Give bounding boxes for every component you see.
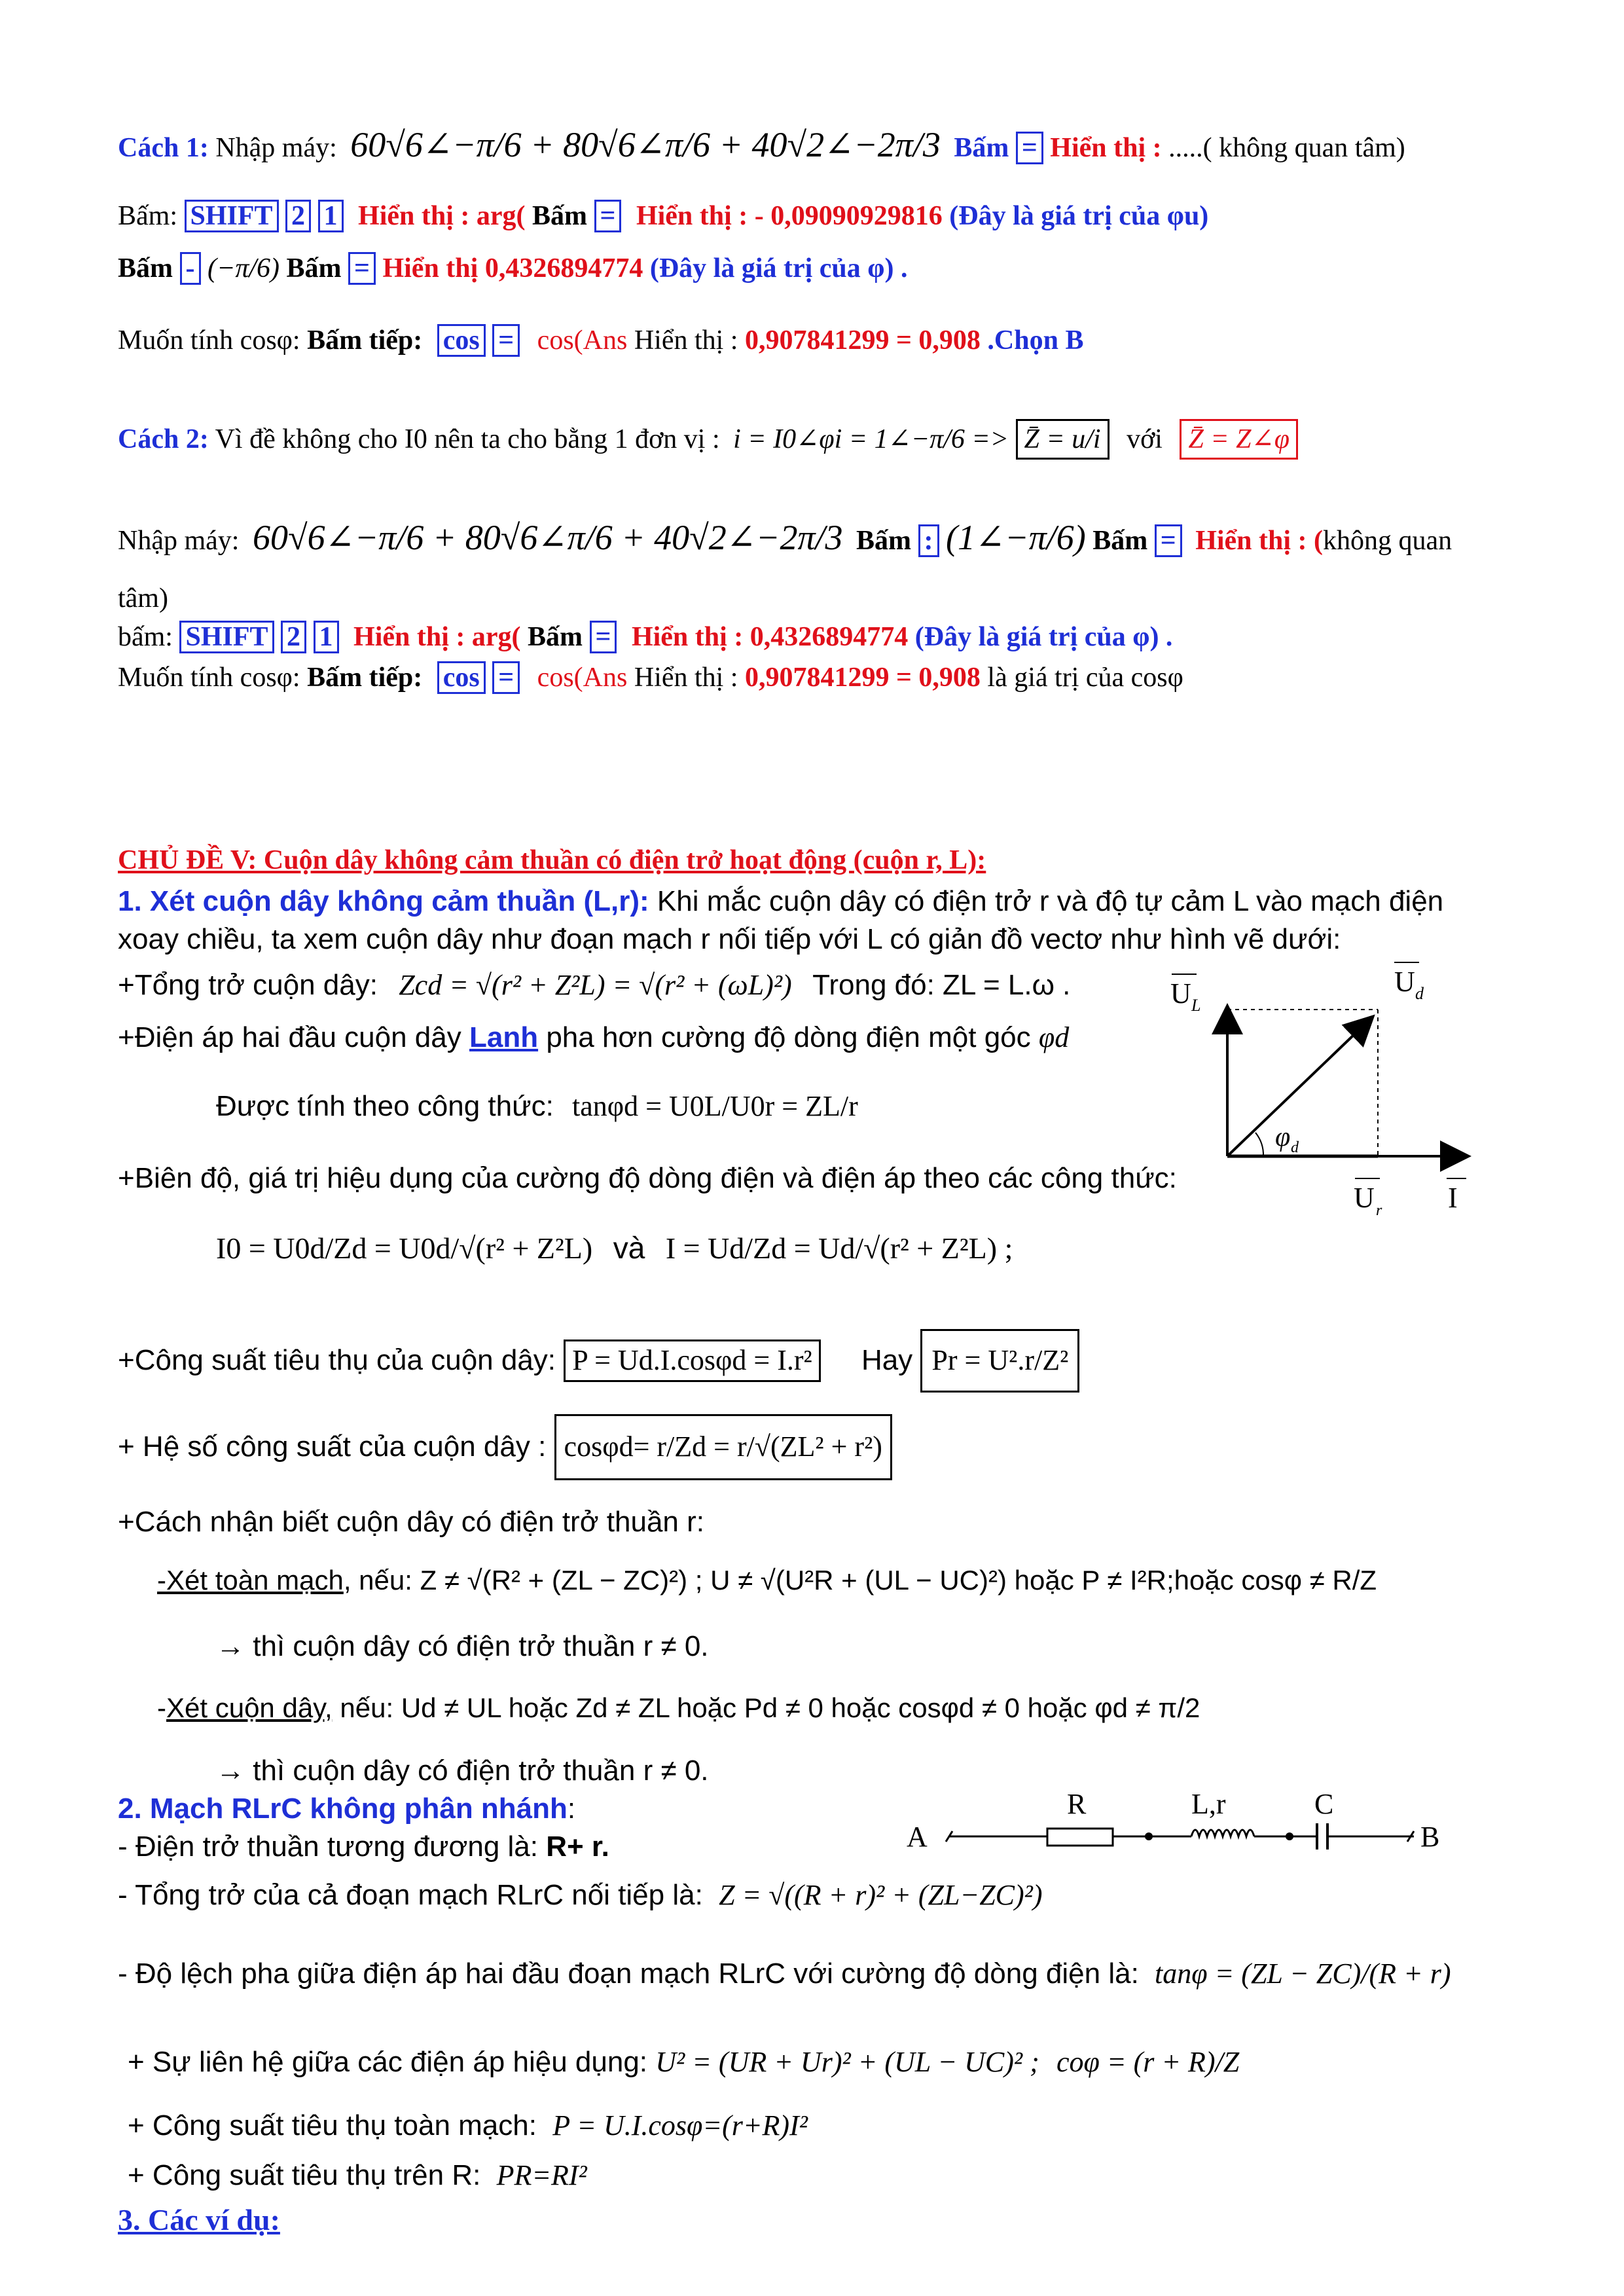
s1-text: Khi mắc cuộn dây có điện trở r và độ tự cảm L vào mạch điện: [657, 885, 1444, 917]
duoctinh-line: [216, 1090, 858, 1123]
cach2-line3: [118, 621, 1172, 653]
s2-l1-line: [118, 1831, 609, 1864]
cach2-tail: không quan: [1323, 526, 1453, 556]
key-1[interactable]: 1: [314, 621, 339, 653]
cos-key[interactable]: cos: [437, 324, 486, 357]
i-label: I: [1448, 1182, 1458, 1214]
cach1-l2-bam2: Bấm: [532, 201, 588, 231]
cach2-formula: i = I0∠φi = 1∠−π/6 =>: [733, 424, 1009, 454]
junction-2: [1286, 1832, 1293, 1840]
s2-l3f: tanφ = (ZL − ZC)/(R + r): [1155, 1958, 1451, 1990]
circuit-diagram: [890, 1784, 1479, 1863]
s2-l4g: coφ = (r + R)/Z: [1056, 2046, 1240, 2078]
equals-key[interactable]: =: [492, 324, 520, 357]
inductor-label: L,r: [1191, 1788, 1226, 1820]
s2-title-line: [118, 1793, 575, 1826]
tongtro-label: +Tổng trở cuộn dây:: [118, 969, 378, 1001]
capacitor-label: C: [1314, 1788, 1334, 1820]
cach2-label: Cách 2:: [118, 424, 209, 454]
inductor: [1191, 1830, 1254, 1836]
ul-label: U: [1170, 977, 1191, 1010]
cach1-line3: [118, 252, 907, 285]
cach2-l4-b: Bấm tiếp:: [307, 663, 423, 693]
resistor: [1047, 1829, 1113, 1846]
equals-key[interactable]: =: [348, 252, 376, 285]
equals-key[interactable]: =: [1155, 524, 1182, 557]
s2-l2: - Tổng trở của cả đoạn mạch RLrC nối tiếp là:: [118, 1879, 703, 1911]
nhanbiet: +Cách nhận biết cuộn dây có điện trở thuần r:: [118, 1506, 704, 1538]
phi-sub: d: [1291, 1139, 1299, 1156]
equals-key[interactable]: =: [1016, 132, 1043, 164]
io-line: [216, 1231, 1013, 1266]
cach2-line1: [118, 419, 1298, 460]
congsuat-line: [118, 1329, 1079, 1393]
s2-l1: - Điện trở thuần tương đương là:: [118, 1831, 538, 1863]
s2-l4f: U² = (UR + Ur)² + (UL − UC)² ;: [655, 2046, 1039, 2078]
phid: φd: [1038, 1021, 1070, 1053]
cach1-l2-hienthi: Hiển thị : arg(: [358, 201, 526, 231]
equals-key[interactable]: =: [594, 200, 622, 232]
arrow2: → thì cuộn dây có điện trở thuần r ≠ 0.: [216, 1755, 709, 1787]
equals-key[interactable]: =: [492, 661, 520, 694]
cach2-tail2-line: [118, 583, 168, 614]
cach1-l3-bam: Bấm: [118, 253, 173, 283]
cach1-expr: 60√6∠−π/6 + 80√6∠π/6 + 40√2∠−2π/3: [350, 125, 941, 164]
xet1-line: [157, 1565, 1377, 1596]
shift-key[interactable]: SHIFT: [185, 200, 279, 232]
cach2-voi: với: [1127, 424, 1163, 454]
chude-title: CHỦ ĐỀ V: Cuộn dây không cảm thuần có điện trở hoạt động (cuộn r, L):: [118, 845, 986, 875]
ud-sub: d: [1415, 984, 1424, 1003]
phi-arc: [1255, 1133, 1263, 1156]
cach2-expr: 60√6∠−π/6 + 80√6∠π/6 + 40√2∠−2π/3: [252, 518, 843, 557]
vector-diagram: [1165, 956, 1532, 1244]
cach2-l3-bam: bấm:: [118, 622, 173, 652]
junction-1: [1145, 1832, 1153, 1840]
heso-label: + Hệ số công suất của cuộn dây :: [118, 1430, 547, 1463]
tongtro-line: [118, 969, 1070, 1002]
cach1-l4-f: .Chọn B: [987, 325, 1084, 355]
s2-l6f: PR=RI²: [496, 2159, 587, 2191]
cach1-l4-e: 0,907841299 = 0,908: [744, 325, 981, 355]
xet2-a: -: [157, 1692, 166, 1723]
heso-box: cosφd= r/Zd = r/√(ZL² + r²): [554, 1414, 892, 1480]
s2-title: 2. Mạch RLrC không phân nhánh: [118, 1793, 568, 1825]
divide-key[interactable]: :: [918, 524, 939, 557]
trongdo: Trong đó: ZL = L.ω .: [812, 969, 1071, 1001]
cach1-l3-note: (Đây là giá trị của φ) .: [649, 253, 908, 283]
cach2-div: (1∠−π/6): [946, 518, 1086, 557]
s2-l1b: R+ r.: [546, 1831, 609, 1863]
equals-key[interactable]: =: [590, 621, 617, 653]
congsuat-box: P = Ud.I.cosφd = I.r²: [564, 1339, 820, 1382]
resistor-label: R: [1067, 1788, 1087, 1820]
s3-title: 3. Các ví dụ:: [118, 2203, 280, 2236]
heso-line: [118, 1414, 892, 1480]
minus-key[interactable]: -: [180, 252, 201, 285]
s2-l3: - Độ lệch pha giữa điện áp hai đầu đoạn mạch RLrC với cường độ dòng điện là:: [118, 1958, 1139, 1990]
cach1-l3-result: Hiển thị 0,4326894774: [382, 253, 643, 283]
cach2-bam1: Bấm: [856, 526, 912, 556]
s2-l5f: P = U.I.cosφ=(r+R)I²: [552, 2109, 808, 2141]
s2-l4: + Sự liên hệ giữa các điện áp hiệu dụng:: [128, 2046, 648, 2078]
tongtro-formula: Zcd = √(r² + Z²L) = √(r² + (ωL)²): [399, 969, 792, 1001]
biendo: +Biên độ, giá trị hiệu dụng của cường độ dòng điện và điện áp theo các công thức:: [118, 1162, 1177, 1194]
cach1-l2-bam: Bấm:: [118, 201, 177, 231]
cach1-l4-c: cos(Ans: [537, 325, 628, 355]
cach2-text: Vì đề không cho I0 nên ta cho bằng 1 đơn vị :: [215, 424, 720, 454]
cach2-l3-hienthi: Hiển thị : arg(: [353, 622, 521, 652]
s1-title: 1. Xét cuộn dây không cảm thuần (L,r):: [118, 885, 649, 917]
node-a: A: [907, 1821, 928, 1853]
cach1-l3-bam2: Bấm: [286, 253, 342, 283]
cach2-l4-a: Muốn tính cosφ:: [118, 663, 300, 693]
s2-l4-line: [128, 2046, 1239, 2079]
cach2-nhap: Nhập máy:: [118, 526, 240, 556]
xet2-b: Xét cuộn dây,: [166, 1692, 333, 1723]
cach2-l3-bam2: Bấm: [528, 622, 583, 652]
cach2-hienthi: Hiển thị : (: [1195, 526, 1324, 556]
s2-l6: + Công suất tiêu thụ trên R:: [128, 2159, 481, 2191]
cach1-l4-b: Bấm tiếp:: [307, 325, 423, 355]
arrow1: → thì cuộn dây có điện trở thuần r ≠ 0.: [216, 1630, 709, 1662]
xet2-line: [157, 1692, 1200, 1724]
hay: Hay: [861, 1344, 913, 1376]
congsuat-label: +Công suất tiêu thụ của cuộn dây:: [118, 1344, 556, 1376]
dienap-line: [118, 1021, 1069, 1055]
cach2-l4-d: Hiển thị :: [634, 663, 738, 693]
cach1-line2: [118, 200, 1208, 232]
s2-l2f: Z = √((R + r)² + (ZL−ZC)²): [719, 1879, 1043, 1911]
cach1-nhap: Nhập máy:: [215, 133, 337, 163]
s2-l2-line: [118, 1879, 1043, 1912]
xet1-b: , nếu: Z ≠ √(R² + (ZL − ZC)²) ; U ≠ √(U²R + (UL − UC)²) hoặc P ≠ I²R;hoặc cosφ ≠ R/Z: [343, 1565, 1377, 1595]
tan-formula: tanφd = U0L/U0r = ZL/r: [572, 1090, 858, 1122]
key-2[interactable]: 2: [285, 200, 311, 232]
s2-colon: :: [567, 1793, 576, 1825]
cach1-l2-note: (Đây là giá trị của φu): [949, 201, 1209, 231]
ur-sub: r: [1376, 1202, 1382, 1219]
pr-box: Pr = U².r/Z²: [920, 1329, 1079, 1393]
duoctinh: Được tính theo công thức:: [216, 1090, 554, 1122]
cach1-l2-result: Hiển thị : - 0,09090929816: [636, 201, 943, 231]
dienap-a: +Điện áp hai đầu cuộn dây: [118, 1021, 461, 1053]
ul-sub: L: [1191, 996, 1201, 1015]
cach1-line1: [118, 124, 1405, 165]
cach1-l4-a: Muốn tính cosφ:: [118, 325, 300, 355]
cach1-tail: .....( không quan tâm): [1168, 133, 1405, 163]
cach1-l3-expr: (−π/6): [208, 253, 280, 283]
s1-text2: xoay chiều, ta xem cuộn dây như đoạn mạch r nối tiếp với L có giản đồ vectơ như hình vẽ dưới:: [118, 923, 1341, 955]
cach2-tail2: tâm): [118, 583, 168, 613]
cach1-l4-d: Hiển thị :: [634, 325, 738, 355]
cach2-l3-note: (Đây là giá trị của φ) .: [914, 622, 1173, 652]
i-formula: I = Ud/Zd = Ud/√(r² + Z²L): [665, 1231, 998, 1265]
cach2-line2: [118, 517, 1452, 558]
cos-key[interactable]: cos: [437, 661, 486, 694]
cach1-line4: [118, 324, 1083, 357]
s2-l6-line: [128, 2159, 587, 2193]
cach2-l4-e: 0,907841299 = 0,908: [744, 663, 981, 693]
key-1[interactable]: 1: [318, 200, 344, 232]
shift-key[interactable]: SHIFT: [179, 621, 274, 653]
dienap-b: pha hơn cường độ dòng điện một góc: [546, 1021, 1031, 1053]
s2-l3-line: [118, 1958, 1451, 1991]
key-2[interactable]: 2: [281, 621, 306, 653]
s2-l5: + Công suất tiêu thụ toàn mạch:: [128, 2109, 537, 2141]
phi-label: φ: [1275, 1122, 1291, 1152]
s2-l5-line: [128, 2109, 808, 2143]
cach2-box2: Z̄ = Z∠φ: [1180, 419, 1298, 460]
ur-label: U: [1354, 1182, 1375, 1214]
cach2-bam2: Bấm: [1092, 526, 1148, 556]
io-formula: I0 = U0d/Zd = U0d/√(r² + Z²L): [216, 1231, 593, 1265]
cach2-l3-result: Hiển thị : 0,4326894774: [631, 622, 909, 652]
va: và: [613, 1231, 645, 1265]
xet1-a: -Xét toàn mạch: [157, 1565, 344, 1595]
cach2-l4-f: là giá trị của cosφ: [987, 663, 1183, 693]
cach2-line4: [118, 661, 1183, 694]
node-b: B: [1420, 1821, 1440, 1853]
s1-line1: [118, 885, 1443, 919]
semicolon: ;: [1004, 1231, 1013, 1265]
cach1-label: Cách 1:: [118, 133, 209, 163]
cach2-l4-c: cos(Ans: [537, 663, 628, 693]
cach1-hienthi: Hiển thị :: [1050, 133, 1162, 163]
cach1-bam: Bấm: [954, 133, 1009, 163]
ud-label: U: [1394, 966, 1415, 998]
ud-vector: [1227, 1018, 1371, 1156]
lanh-link[interactable]: Lanh: [469, 1021, 539, 1053]
cach2-box1: Z̄ = u/i: [1016, 419, 1110, 460]
xet2-c: nếu: Ud ≠ UL hoặc Zd ≠ ZL hoặc Pd ≠ 0 hoặc cosφd ≠ 0 hoặc φd ≠ π/2: [340, 1692, 1200, 1723]
